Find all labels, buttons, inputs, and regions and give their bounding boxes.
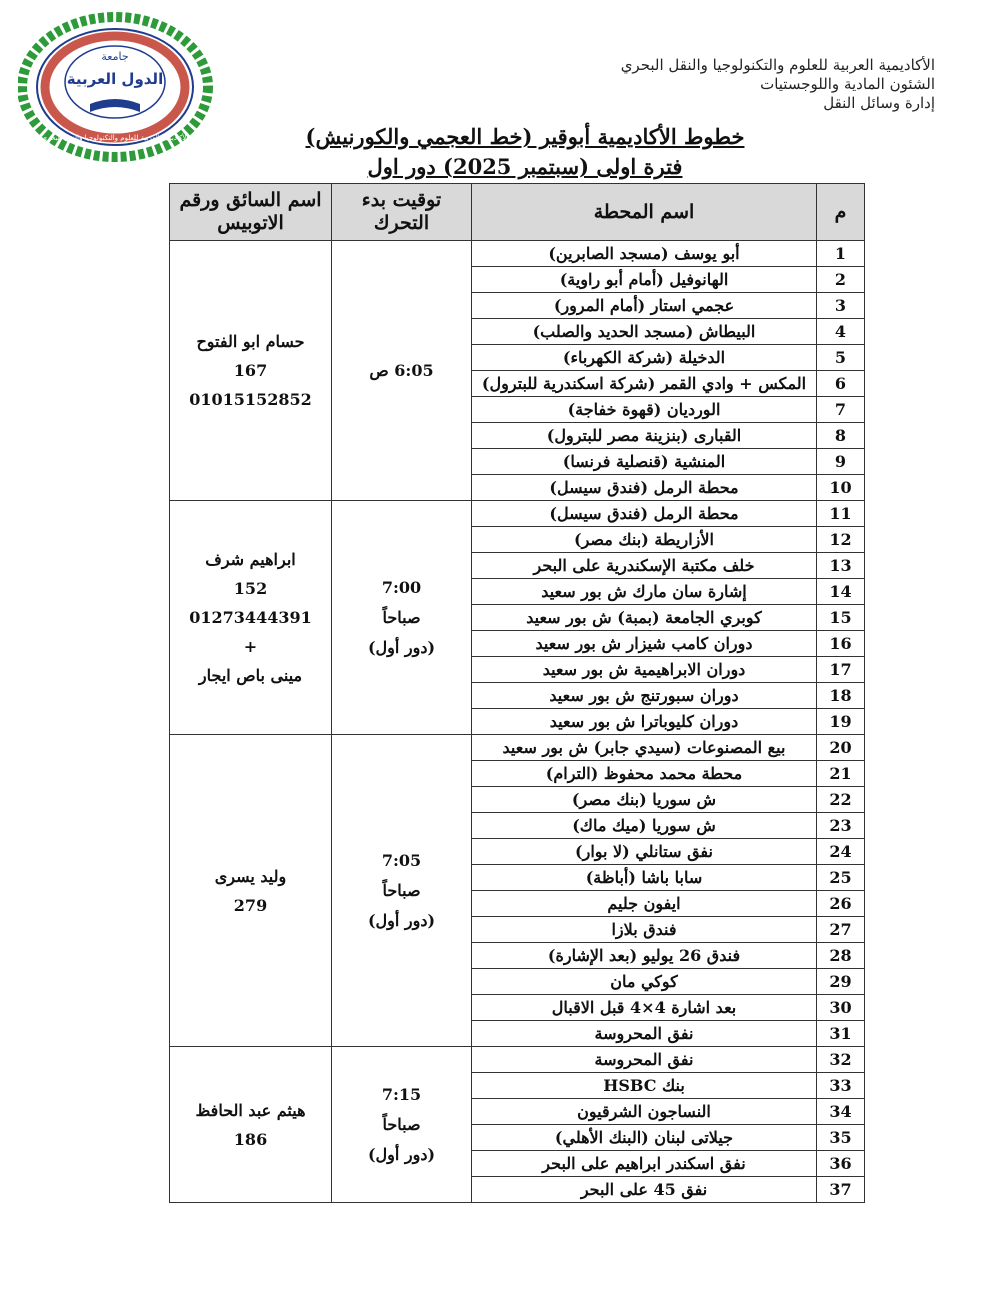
row-number: 28 bbox=[817, 943, 865, 969]
logo-ring-text: الأكاديمية العربية للعلوم والتكنولوجيا والنقل البحري bbox=[41, 134, 189, 142]
station-name: محطة محمد محفوظ (الترام) bbox=[472, 761, 817, 787]
logo-top-text: جامعة bbox=[101, 50, 129, 63]
time-line: (دور أول) bbox=[367, 1144, 436, 1164]
page-subtitle: فترة اولى (سبتمبر 2025) دور اول bbox=[367, 154, 683, 179]
station-name: محطة الرمل (فندق سيسل) bbox=[472, 501, 817, 527]
station-name: الدخيلة (شركة الكهرباء) bbox=[472, 345, 817, 371]
departure-time bbox=[332, 1047, 472, 1203]
row-number: 2 bbox=[817, 267, 865, 293]
row-number: 11 bbox=[817, 501, 865, 527]
departure-time bbox=[332, 735, 472, 1047]
academy-logo bbox=[18, 12, 213, 162]
row-number: 23 bbox=[817, 813, 865, 839]
time-line: صباحاً bbox=[382, 607, 421, 627]
row-number: 1 bbox=[817, 241, 865, 267]
header-station: اسم المحطة bbox=[472, 184, 817, 241]
header-driver: اسم السائق ورقم الاتوبيس bbox=[170, 184, 332, 241]
time-line: (دور أول) bbox=[367, 910, 436, 930]
logo-center-text: الدول العربية bbox=[66, 70, 164, 88]
time-line: 6:05 ص bbox=[369, 360, 434, 380]
row-number: 12 bbox=[817, 527, 865, 553]
row-number: 27 bbox=[817, 917, 865, 943]
row-number: 36 bbox=[817, 1151, 865, 1177]
station-name: جيلاتى لبنان (البنك الأهلي) bbox=[472, 1125, 817, 1151]
row-number: 33 bbox=[817, 1073, 865, 1099]
station-name: بنك HSBC bbox=[472, 1073, 817, 1099]
station-name: ش سوريا (ميك ماك) bbox=[472, 813, 817, 839]
time-line: صباحاً bbox=[382, 1114, 421, 1134]
station-name: ش سوريا (بنك مصر) bbox=[472, 787, 817, 813]
station-name: دوران الابراهيمية ش بور سعيد bbox=[472, 657, 817, 683]
driver-line: 01015152852 bbox=[189, 390, 312, 409]
row-number: 30 bbox=[817, 995, 865, 1021]
station-name: كوبري الجامعة (بمبة) ش بور سعيد bbox=[472, 605, 817, 631]
row-number: 4 bbox=[817, 319, 865, 345]
station-name: نفق المحروسة bbox=[472, 1021, 817, 1047]
departure-time bbox=[332, 501, 472, 735]
row-number: 15 bbox=[817, 605, 865, 631]
station-name: النساجون الشرقيون bbox=[472, 1099, 817, 1125]
station-name: دوران كليوباترا ش بور سعيد bbox=[472, 709, 817, 735]
station-name: الهانوفيل (أمام أبو راوية) bbox=[472, 267, 817, 293]
page-title: خطوط الأكاديمية أبوقير (خط العجمي والكورنيش) bbox=[305, 124, 745, 149]
driver-line: 167 bbox=[233, 361, 268, 380]
organization-header bbox=[575, 56, 935, 113]
row-number: 6 bbox=[817, 371, 865, 397]
station-name: المنشية (قنصلية فرنسا) bbox=[472, 449, 817, 475]
station-name: عجمي استار (أمام المرور) bbox=[472, 293, 817, 319]
academy-name: الأكاديمية العربية للعلوم والتكنولوجيا والنقل البحري bbox=[620, 56, 935, 74]
departure-time bbox=[332, 241, 472, 501]
time-line: 7:05 bbox=[381, 850, 422, 870]
station-name: محطة الرمل (فندق سيسل) bbox=[472, 475, 817, 501]
driver-info bbox=[170, 1047, 332, 1203]
row-number: 20 bbox=[817, 735, 865, 761]
station-name: نفق ستانلي (لا بوار) bbox=[472, 839, 817, 865]
time-line: 7:00 bbox=[381, 577, 422, 597]
driver-line: 01273444391 bbox=[189, 608, 312, 627]
row-number: 17 bbox=[817, 657, 865, 683]
station-name: أبو يوسف (مسجد الصابرين) bbox=[472, 241, 817, 267]
driver-line: حسام ابو الفتوح bbox=[196, 332, 305, 351]
station-name: إشارة سان مارك ش بور سعيد bbox=[472, 579, 817, 605]
row-number: 31 bbox=[817, 1021, 865, 1047]
table-row bbox=[170, 1047, 865, 1073]
driver-info bbox=[170, 501, 332, 735]
row-number: 25 bbox=[817, 865, 865, 891]
station-name: نفق 45 على البحر bbox=[472, 1177, 817, 1203]
station-name: الورديان (قهوة خفاجة) bbox=[472, 397, 817, 423]
time-line: صباحاً bbox=[382, 880, 421, 900]
driver-line: هيثم عبد الحافظ bbox=[195, 1100, 306, 1120]
driver-line: وليد يسرى bbox=[214, 866, 287, 886]
row-number: 3 bbox=[817, 293, 865, 319]
row-number: 5 bbox=[817, 345, 865, 371]
header-time: توقيت بدء التحرك bbox=[332, 184, 472, 241]
station-name: بعد اشارة 4×4 قبل الاقبال bbox=[472, 995, 817, 1021]
station-name: سابا باشا (أباظة) bbox=[472, 865, 817, 891]
driver-line: 279 bbox=[233, 895, 268, 915]
table-row bbox=[170, 735, 865, 761]
station-name: ايفون جليم bbox=[472, 891, 817, 917]
row-number: 32 bbox=[817, 1047, 865, 1073]
station-name: بيع المصنوعات (سيدي جابر) ش بور سعيد bbox=[472, 735, 817, 761]
driver-line: مينى باص ايجار bbox=[198, 666, 303, 685]
row-number: 13 bbox=[817, 553, 865, 579]
row-number: 37 bbox=[817, 1177, 865, 1203]
station-name: المكس + وادي القمر (شركة اسكندرية للبترول) bbox=[472, 371, 817, 397]
header-num: م bbox=[817, 184, 865, 241]
driver-line: 152 bbox=[233, 579, 268, 598]
row-number: 34 bbox=[817, 1099, 865, 1125]
department-name: الشئون المادية واللوجستيات bbox=[760, 75, 935, 93]
row-number: 26 bbox=[817, 891, 865, 917]
row-number: 16 bbox=[817, 631, 865, 657]
table-row bbox=[170, 241, 865, 267]
table-header-row bbox=[170, 184, 865, 241]
station-name: الأزاريطة (بنك مصر) bbox=[472, 527, 817, 553]
station-name: كوكي مان bbox=[472, 969, 817, 995]
row-number: 9 bbox=[817, 449, 865, 475]
station-name: دوران كامب شيزار ش بور سعيد bbox=[472, 631, 817, 657]
table-row bbox=[170, 501, 865, 527]
schedule-body bbox=[170, 241, 865, 1203]
driver-info bbox=[170, 241, 332, 501]
station-name: فندق بلازا bbox=[472, 917, 817, 943]
row-number: 10 bbox=[817, 475, 865, 501]
station-name: خلف مكتبة الإسكندرية على البحر bbox=[472, 553, 817, 579]
row-number: 18 bbox=[817, 683, 865, 709]
station-name: دوران سبورتنج ش بور سعيد bbox=[472, 683, 817, 709]
driver-line: 186 bbox=[233, 1129, 268, 1149]
row-number: 14 bbox=[817, 579, 865, 605]
station-name: القبارى (بنزينة مصر للبترول) bbox=[472, 423, 817, 449]
time-line: (دور أول) bbox=[367, 637, 436, 657]
driver-info bbox=[170, 735, 332, 1047]
row-number: 21 bbox=[817, 761, 865, 787]
time-line: 7:15 bbox=[381, 1084, 422, 1104]
station-name: نفق اسكندر ابراهيم على البحر bbox=[472, 1151, 817, 1177]
row-number: 7 bbox=[817, 397, 865, 423]
row-number: 8 bbox=[817, 423, 865, 449]
schedule-table bbox=[169, 183, 865, 1203]
row-number: 22 bbox=[817, 787, 865, 813]
driver-line: ابراهيم شرف bbox=[205, 550, 296, 569]
driver-line: + bbox=[243, 637, 258, 656]
station-name: نفق المحروسة bbox=[472, 1047, 817, 1073]
row-number: 19 bbox=[817, 709, 865, 735]
row-number: 24 bbox=[817, 839, 865, 865]
station-name: البيطاش (مسجد الحديد والصلب) bbox=[472, 319, 817, 345]
row-number: 35 bbox=[817, 1125, 865, 1151]
row-number: 29 bbox=[817, 969, 865, 995]
station-name: فندق 26 يوليو (بعد الإشارة) bbox=[472, 943, 817, 969]
unit-name: إدارة وسائل النقل bbox=[823, 94, 935, 112]
